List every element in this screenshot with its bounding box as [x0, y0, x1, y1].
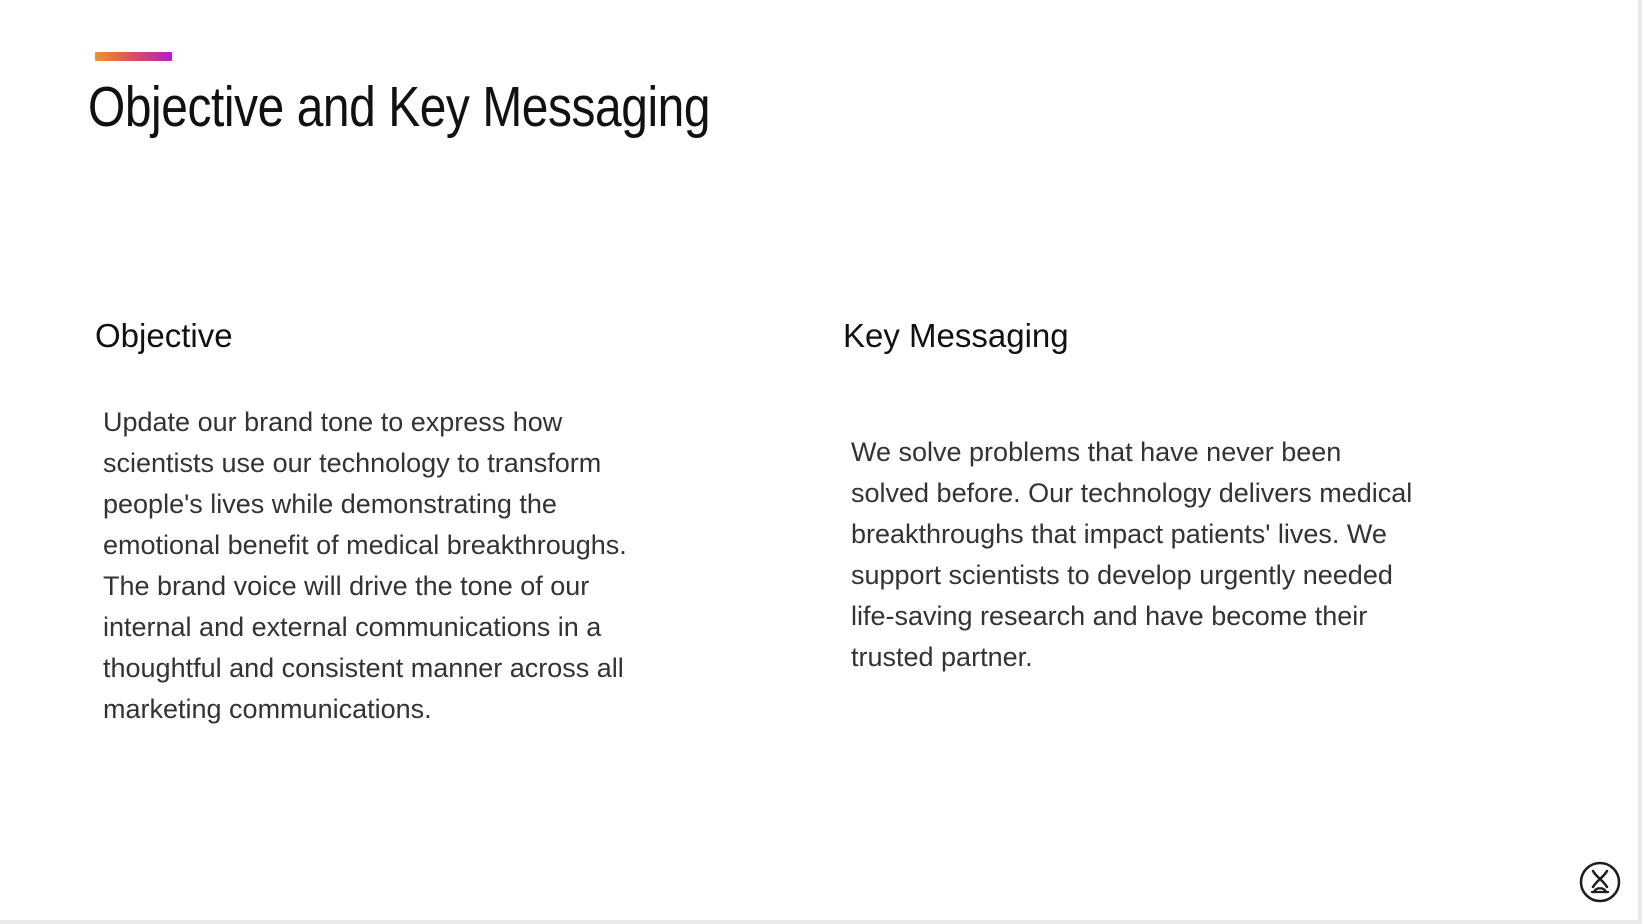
- key-messaging-line: breakthroughs that impact patients' lives. We: [851, 519, 1387, 549]
- objective-line: thoughtful and consistent manner across all: [103, 653, 624, 683]
- title-accent-bar: [95, 52, 172, 61]
- objective-line: scientists use our technology to transform: [103, 448, 602, 478]
- objective-body: [103, 402, 627, 730]
- key-messaging-line: trusted partner.: [851, 642, 1033, 672]
- objective-line: emotional benefit of medical breakthroughs.: [103, 530, 627, 560]
- objective-heading: Objective: [95, 317, 233, 354]
- key-messaging-body: [851, 432, 1412, 678]
- slide-title: Objective and Key Messaging: [88, 75, 711, 139]
- key-messaging-line: solved before. Our technology delivers medical: [851, 478, 1413, 508]
- slide-bottom-edge: [0, 920, 1642, 924]
- slide-right-edge: [1638, 0, 1642, 924]
- objective-line: The brand voice will drive the tone of our: [103, 571, 590, 601]
- key-messaging-heading: Key Messaging: [843, 317, 1069, 354]
- key-messaging-line: We solve problems that have never been: [851, 437, 1342, 467]
- dna-helix-logo-icon: [1579, 861, 1621, 903]
- key-messaging-line: support scientists to develop urgently needed: [851, 560, 1393, 590]
- objective-line: marketing communications.: [103, 694, 432, 724]
- key-messaging-line: life-saving research and have become their: [851, 601, 1368, 631]
- objective-line: people's lives while demonstrating the: [103, 489, 557, 519]
- objective-line: Update our brand tone to express how: [103, 407, 563, 437]
- objective-line: internal and external communications in a: [103, 612, 602, 642]
